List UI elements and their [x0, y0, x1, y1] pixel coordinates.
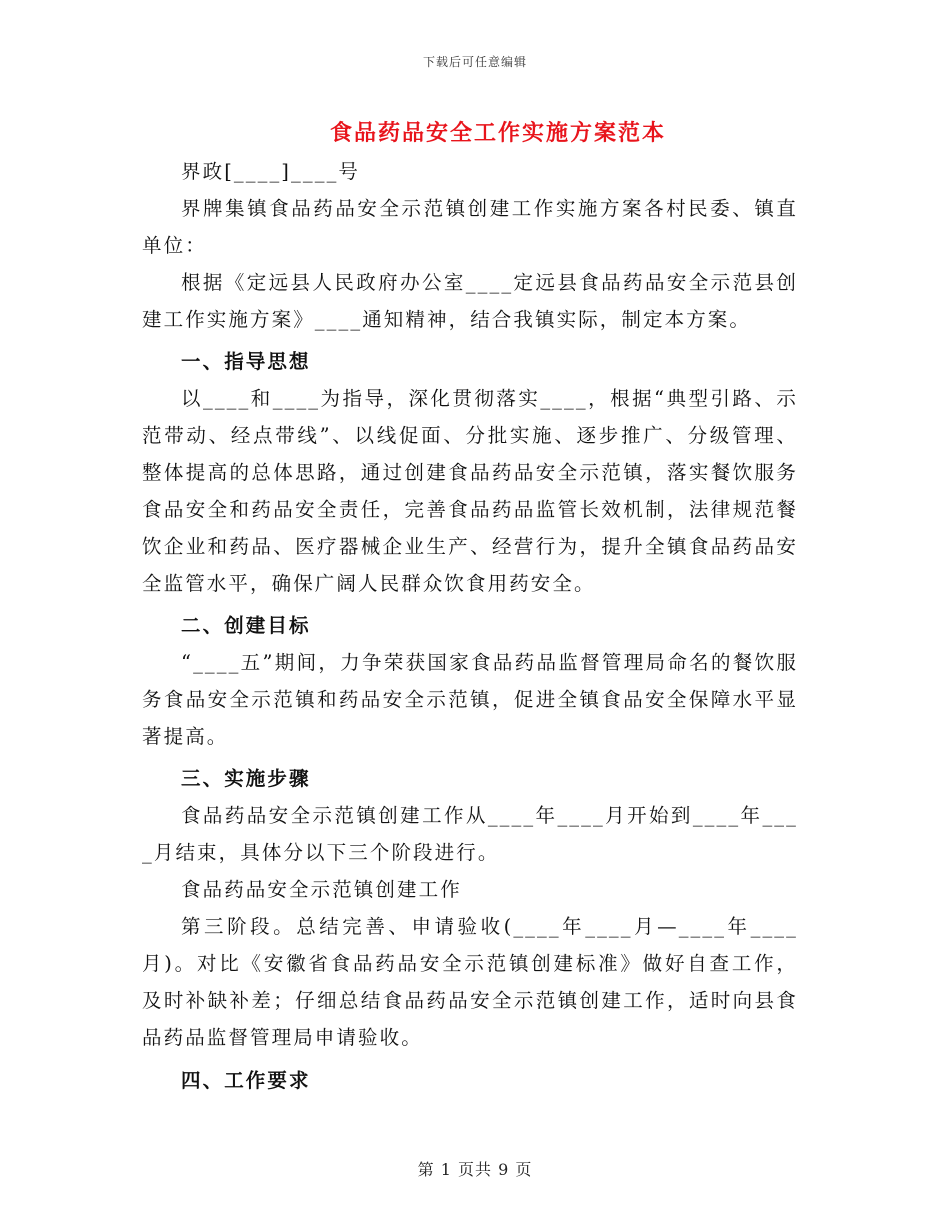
basis-paragraph: 根据《定远县人民政府办公室____定远县食品药品安全示范县创建工作实施方案》____通知精神，结合我镇实际，制定本方案。 — [142, 271, 798, 331]
intro-paragraph: 界牌集镇食品药品安全示范镇创建工作实施方案各村民委、镇直单位： — [142, 197, 798, 257]
steps-paragraph-label: 食品药品安全示范镇创建工作 — [181, 878, 462, 901]
section-heading-work-requirements: 四、工作要求 — [181, 1069, 311, 1092]
reference-number-line: 界政[____]____号 — [181, 160, 361, 183]
steps-paragraph-schedule: 食品药品安全示范镇创建工作从____年____月开始到____年____月结束，具体分以下三个阶段进行。 — [142, 804, 798, 864]
steps-paragraph-stage-three: 第三阶段。总结完善、申请验收(____年____月—____年____月)。对比《安徽省食品药品安全示范镇创建标准》做好自查工作，及时补缺补差；仔细总结食品药品安全示范镇创建工作，适时向县食品药品监督管理局申请验收。 — [142, 915, 798, 1049]
page-number-footer: 第 1 页共 9 页 — [417, 1160, 533, 1179]
document-body — [142, 153, 798, 1099]
page-header-note: 下载后可任意编辑 — [422, 55, 527, 69]
goals-paragraph: “____五”期间，力争荣获国家食品药品监督管理局命名的餐饮服务食品安全示范镇和药品安全示范镇，促进全镇食品安全保障水平显著提高。 — [142, 651, 798, 748]
section-heading-guiding-ideology: 一、指导思想 — [181, 350, 311, 373]
document-title: 食品药品安全工作实施方案范本 — [329, 120, 666, 146]
section-heading-implementation-steps: 三、实施步骤 — [181, 767, 311, 790]
section-heading-goals: 二、创建目标 — [181, 614, 311, 637]
guiding-ideology-paragraph: 以____和____为指导，深化贯彻落实____，根据“典型引路、示范带动、经点带线”、以线促面、分批实施、逐步推广、分级管理、整体提高的总体思路，通过创建食品药品安全示范镇，落实餐饮服务食品安全和药品安全责任，完善食品药品监管长效机制，法律规范餐饮企业和药品、医疗器械企业生产、经营行为，提升全镇食品药品安全监管水平，确保广阔人民群众饮食用药安全。 — [142, 387, 798, 595]
